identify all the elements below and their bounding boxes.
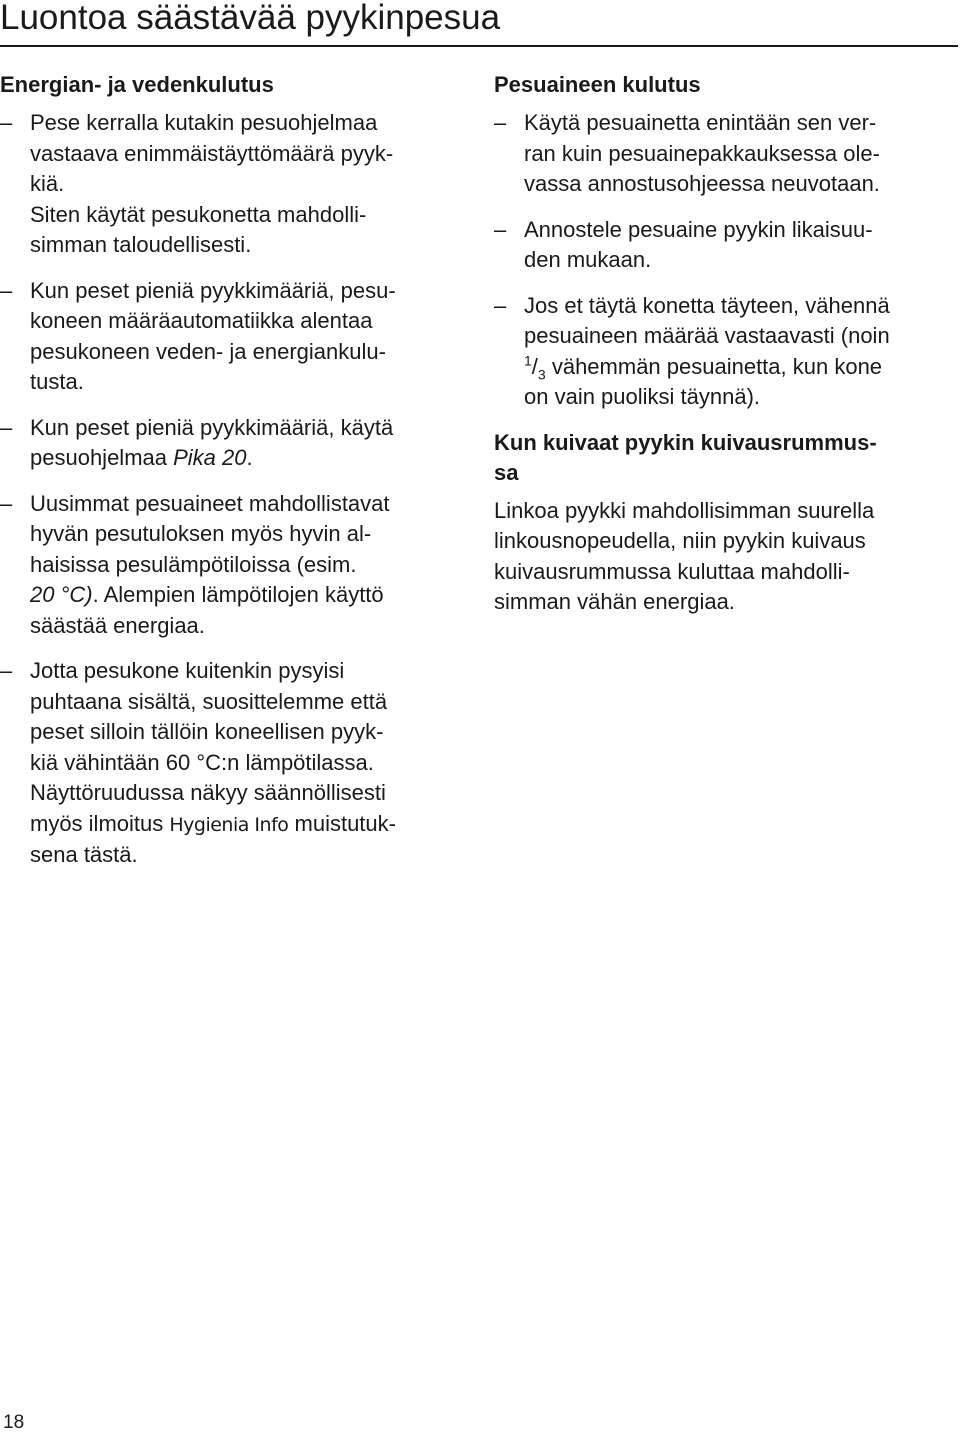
text-line: pesukoneen veden- ja energiankulu- <box>30 338 386 364</box>
text-line <box>30 580 470 611</box>
section-heading-detergent: Pesuaineen kulutus <box>494 72 701 97</box>
temperature-value: 20 °C) <box>30 582 93 607</box>
section-heading-energy: Energian- ja vedenkulutus <box>0 72 274 97</box>
detergent-list <box>494 108 960 413</box>
text-line: Kun peset pieniä pyykkimääriä, pesu- <box>30 277 396 303</box>
text-line: Jos et täytä konetta täyteen, vähennä <box>524 292 890 318</box>
text-line: Näyttöruudussa näkyy säännöllisesti <box>30 780 386 805</box>
text-run: myös ilmoitus <box>30 810 170 836</box>
text-line: linkousnopeudella, niin pyykin kuivaus <box>494 528 866 553</box>
text-line: Annostele pesuaine pyykin likaisuu- <box>524 216 873 242</box>
text-line: Käytä pesuainetta enintään sen ver- <box>524 110 877 135</box>
text-line: kuivausrummussa kuluttaa mahdolli- <box>494 558 850 584</box>
text-line: pesuaineen määrää vastaavasti (noin <box>524 323 890 348</box>
heading-line: Kun kuivaat pyykin kuivausrummus- <box>494 429 877 455</box>
text-line: haisissa pesulämpötiloissa (esim. <box>30 551 357 577</box>
text-line <box>30 809 470 841</box>
text-line: simman vähän energiaa. <box>494 589 735 614</box>
list-item <box>0 489 470 642</box>
list-item <box>494 108 960 200</box>
text-line: Pese kerralla kutakin pesuohjelmaa <box>30 110 378 135</box>
fraction-denominator: 3 <box>537 365 546 382</box>
text-line: Kun peset pieniä pyykkimääriä, käytä <box>30 414 394 440</box>
dash-bullet: – <box>0 110 13 135</box>
title-rule <box>0 45 958 47</box>
dash-bullet: – <box>0 490 13 516</box>
text-line: $^1/_3$ vähemmän pesuainetta, kun kone <box>524 352 883 382</box>
fraction-numerator: 1 <box>524 352 532 369</box>
dash-bullet: – <box>0 414 13 440</box>
dash-bullet: – <box>494 216 507 242</box>
section-heading-dryer <box>494 428 960 488</box>
text-line: peset silloin tällöin koneellisen pyyk- <box>30 719 384 744</box>
dash-bullet: – <box>494 110 507 135</box>
heading-line: sa <box>494 459 519 485</box>
text-line: Uusimmat pesuaineet mahdollistavat <box>30 490 390 516</box>
text-line: tusta. <box>30 369 84 394</box>
text-line: säästää energiaa. <box>30 612 205 638</box>
dash-bullet: – <box>494 292 507 318</box>
text-line: vassa annostusohjeessa neuvotaan. <box>524 171 880 196</box>
list-item <box>0 413 470 474</box>
text-run: pesuohjelmaa <box>30 445 174 470</box>
text-line: hyvän pesutuloksen myös hyvin al- <box>30 521 372 546</box>
energy-list <box>0 108 470 871</box>
text-line: Jotta pesukone kuitenkin pysyisi <box>30 658 345 683</box>
left-column <box>0 70 470 886</box>
text-line: Linkoa pyykki mahdollisimman suurella <box>494 497 875 523</box>
text-line: kiä vähintään 60 °C:n lämpötilassa. <box>30 749 374 775</box>
program-name: Pika 20 <box>173 445 247 470</box>
text-line: koneen määräautomatiikka alentaa <box>30 308 373 333</box>
text-line: Siten käytät pesukonetta mahdolli- <box>30 201 367 227</box>
list-item <box>494 291 960 413</box>
display-message: Hygienia Info <box>169 813 289 836</box>
list-item <box>0 108 470 261</box>
text-run: . Alempien lämpötilojen käyttö <box>92 582 384 607</box>
dash-bullet: – <box>0 658 13 683</box>
right-column <box>494 70 960 618</box>
text-line: ran kuin pesuainepakkauksessa ole- <box>524 140 880 166</box>
text-run: muistutuk- <box>288 810 396 836</box>
text-line: on vain puoliksi täynnä). <box>524 384 761 409</box>
list-item <box>0 656 470 871</box>
text-line: sena tästä. <box>30 842 138 867</box>
list-item <box>494 215 960 276</box>
text-line: simman taloudellisesti. <box>30 232 252 257</box>
text-run: . <box>246 445 253 470</box>
text-run: vähemmän pesuainetta, kun kone <box>545 353 883 379</box>
list-item <box>0 276 470 398</box>
dash-bullet: – <box>0 277 13 303</box>
text-line: vastaava enimmäistäyttömäärä pyyk- <box>30 140 394 166</box>
text-line <box>30 443 470 474</box>
text-line: den mukaan. <box>524 247 652 272</box>
page-title: Luontoa säästävää pyykinpesua <box>0 0 501 37</box>
page-number: 18 <box>3 1412 25 1433</box>
text-line: kiä. <box>30 171 65 196</box>
text-line: puhtaana sisältä, suosittelemme että <box>30 688 388 714</box>
dryer-paragraph <box>494 496 960 618</box>
